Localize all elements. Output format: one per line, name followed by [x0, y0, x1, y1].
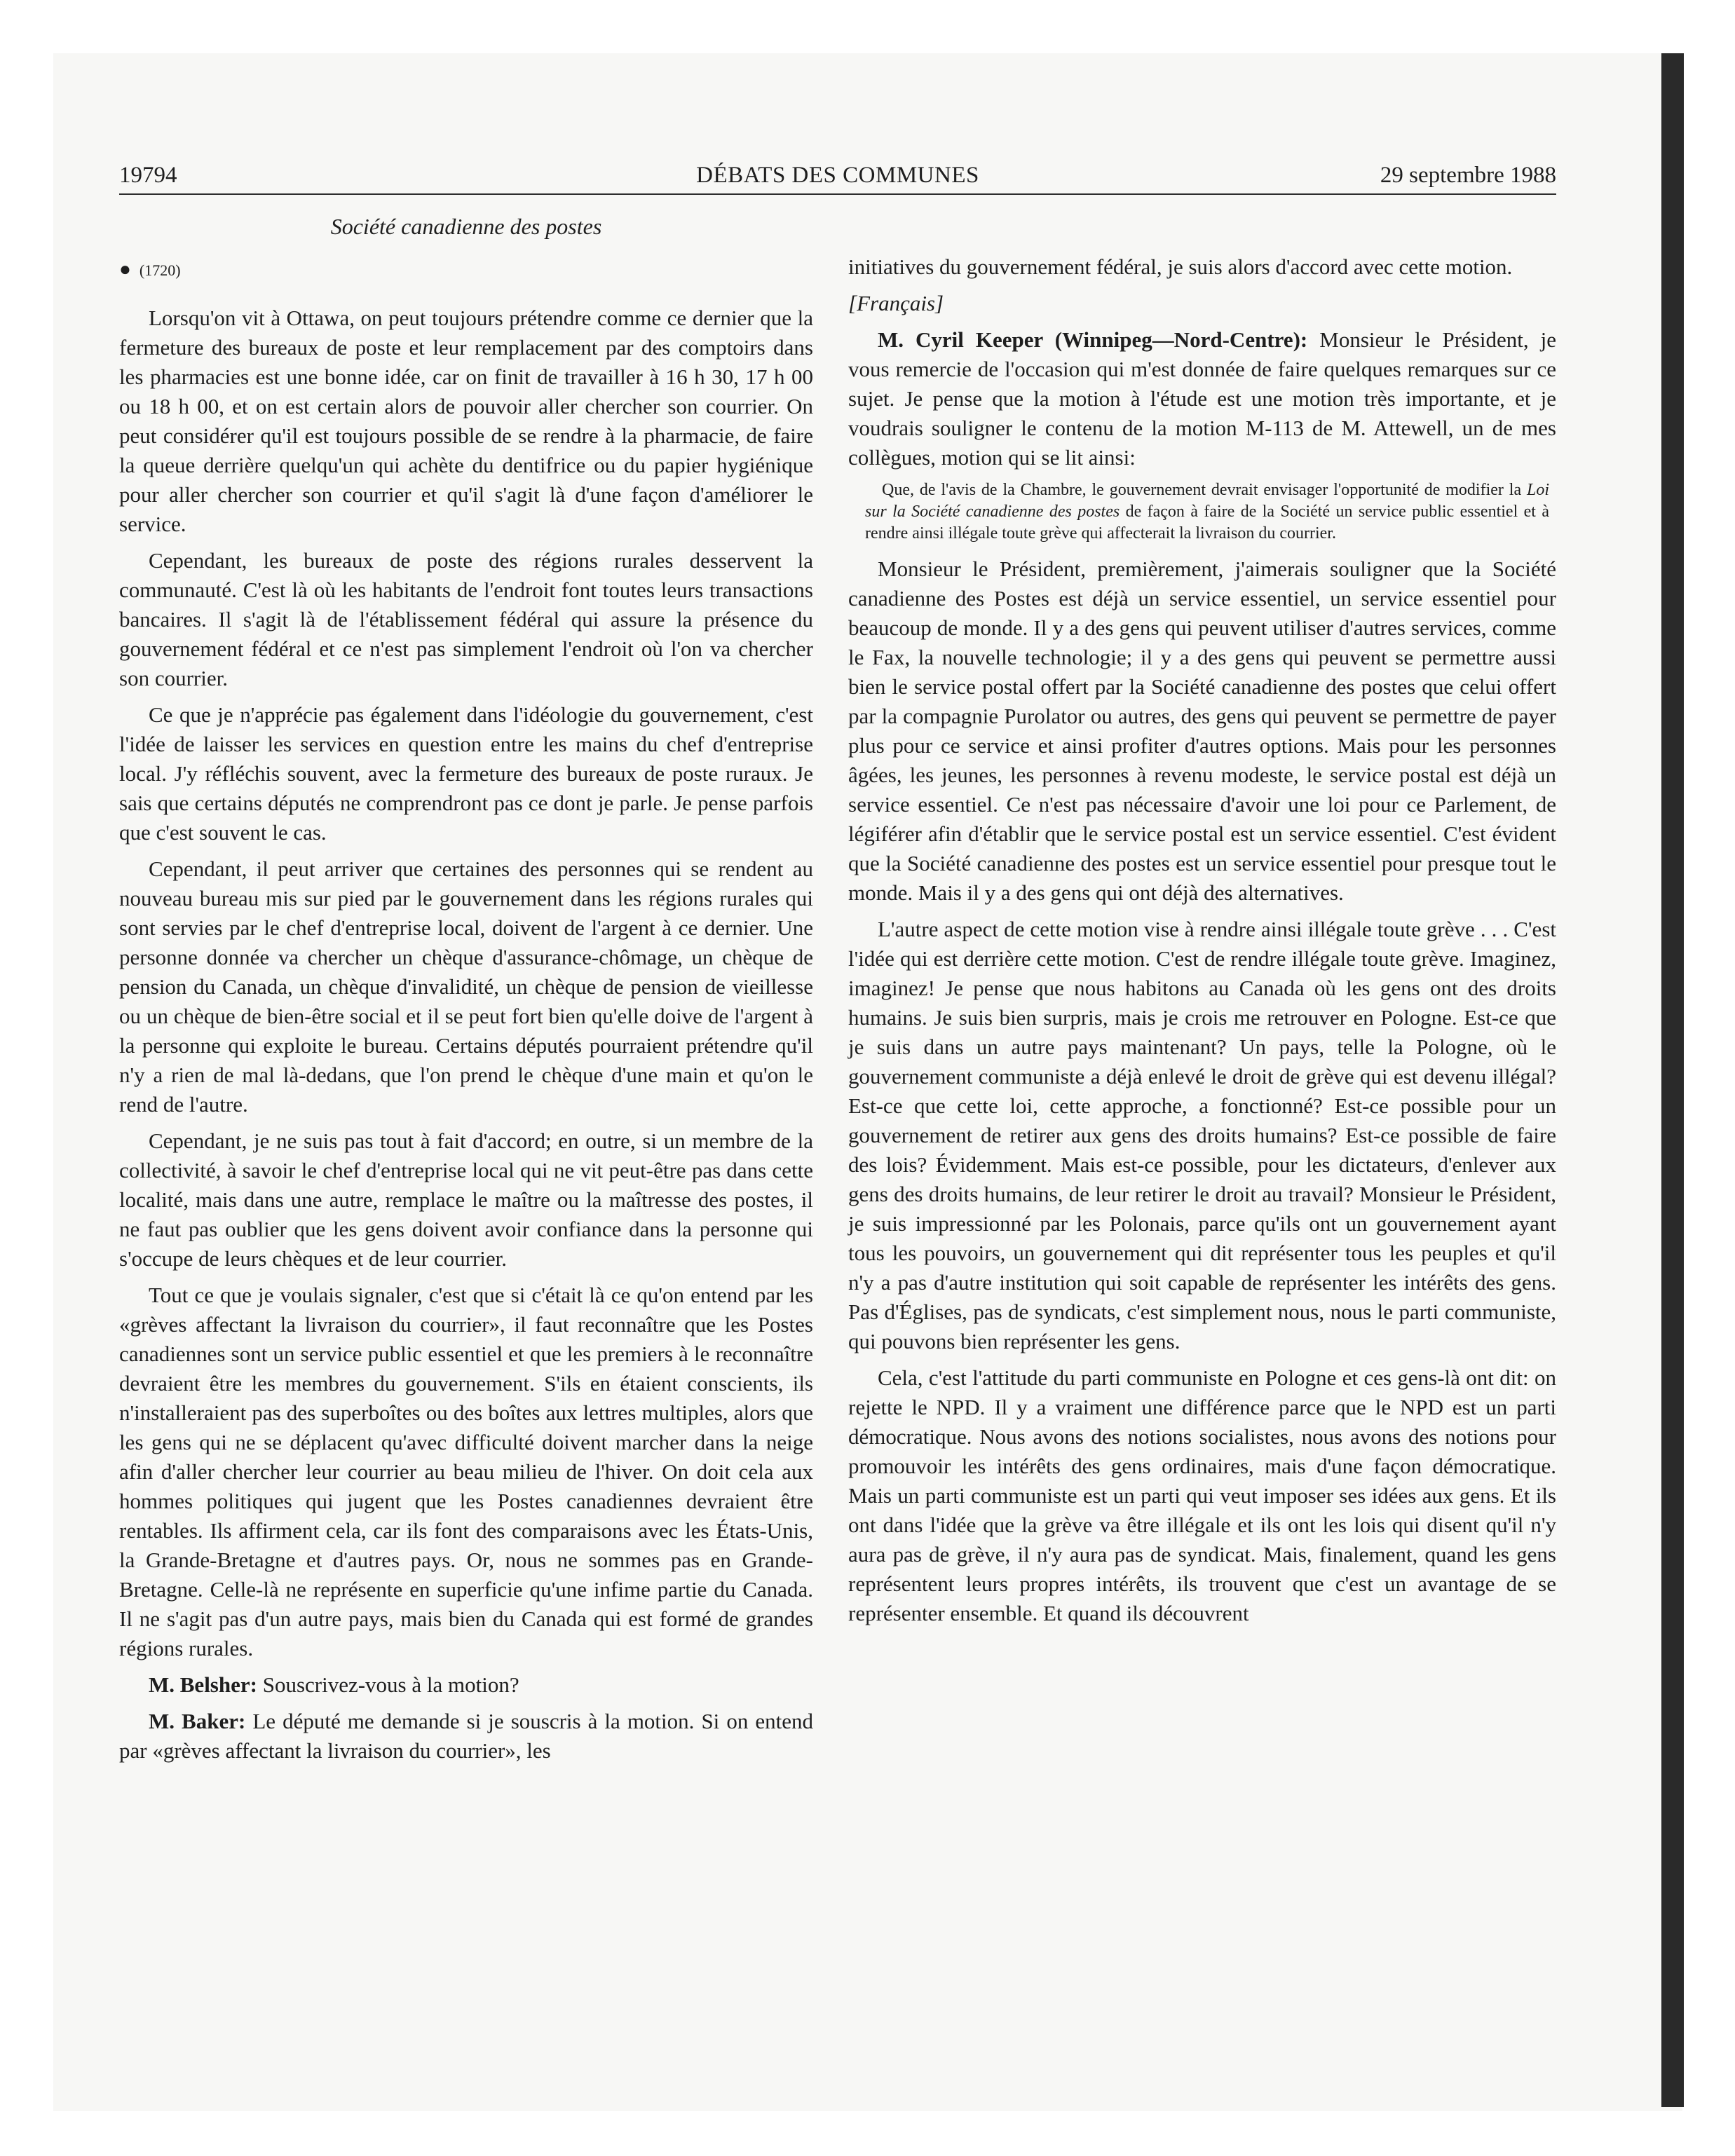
paragraph: Lorsqu'on vit à Ottawa, on peut toujours prétendre comme ce dernier que la fermeture des bureaux de poste et leur remplacement par des comptoirs dans les pharmacies est une bonne idée, car on finit de travailler à 16 h 30, 17 h 00 ou 18 h 00, et on est certain alors de pouvoir aller chercher son courrier. On peut considérer qu'il est toujours possible de se rendre à la pharmacie, de faire la queue derrière quelqu'un qui achète du dentifrice ou du papier hygiénique pour aller chercher son courrier et qu'il s'agit là d'une façon d'améliorer le service. [119, 306, 813, 536]
quote-text: de façon à faire de la Société un service public essentiel et à rendre ainsi illégale toute grève qui affecterait la livraison du courrier. [865, 503, 1549, 543]
section-title: Société canadienne des postes [330, 214, 602, 239]
language-marker: [Français] [848, 291, 944, 315]
page-number: 19794 [119, 163, 177, 188]
paragraph: L'autre aspect de cette motion vise à rendre ainsi illégale toute grève . . . C'est l'idée qui est derrière cette motion. C'est de rendre illégale toute grève. Imaginez, imaginez! Je pense que nous habitons au Canada où les gens ont des droits humains. Je suis bien surpris, mais je crois me retrouver en Pologne. Est-ce que je suis dans un autre pays maintenant? Un pays, telle la Pologne, où le gouvernement communiste a déjà enlevé le droit de grève qui est devenu illégal? Est-ce que cette loi, cette approche, a fonctionné? Est-ce possible pour un gouvernement de retirer aux gens des droits humains? Est-ce possible de faire des lois? Évidemment. Mais est-ce possible, pour les dictateurs, d'enlever aux gens des droits humains, de leur retirer le droit au travail? Monsieur le Président, je suis impressionné par les Polonais, parce qu'ils ont un gouvernement ayant tous les pouvoirs, un gouvernement qui dit représenter tous les peuples et qu'il n'y a pas d'autre institution qui soit capable de représenter les intérêts des gens. Pas d'Églises, pas de syndicats, c'est simplement nous, nous le parti communiste, qui pouvons bien représenter les gens. [848, 917, 1556, 1353]
page-header [119, 160, 1556, 195]
scan-edge-bar [1661, 53, 1684, 2107]
speaker-name: M. Belsher: [149, 1672, 257, 1697]
paragraph: Cela, c'est l'attitude du parti communiste en Pologne et ces gens-là ont dit: on rejette le NPD. Il y a vraiment une différence parce que le NPD est un parti démocratique. Nous avons des notions socialistes, nous avons des notions pour promouvoir les intérêts des gens ordinaires, mais d'une façon démocratique. Mais un parti communiste est un parti qui veut imposer ses idées aux gens. Et ils ont dans l'idée que la grève va être illégale et ils ont les lois qui disent qu'il n'y aura pas de grève, il n'y aura pas de syndicat. Mais, finalement, quand les gens représentent leurs propres intérêts, ils trouvent que c'est un avantage de se représenter ensemble. Et quand ils découvrent [848, 1365, 1556, 1625]
speaker-name: M. Baker: [149, 1709, 246, 1733]
paragraph: Monsieur le Président, premièrement, j'aimerais souligner que la Société canadienne des Postes est déjà un service essentiel, un service essentiel pour beaucoup de monde. Il y a des gens qui peuvent utiliser d'autres services, comme le Fax, la nouvelle technologie; il y a des gens qui peuvent se permettre aussi bien le service postal offert par la Société canadienne des postes que celui offert par la compagnie Purolator ou autres, des gens qui peuvent se permettre de payer plus pour ce service et ainsi profiter d'autres options. Mais pour les personnes âgées, les jeunes, les personnes à revenu modeste, le service postal est déjà un service essentiel. Ce n'est pas nécessaire d'avoir une loi pour ce Parlement, de légiférer afin d'établir que le service postal est un service essentiel. C'est évident que la Société canadienne des postes est un service essentiel pour presque tout le monde. Mais il y a des gens qui ont déjà des alternatives. [848, 557, 1556, 905]
issue-date: 29 septembre 1988 [1380, 163, 1556, 188]
quote-text: Que, de l'avis de la Chambre, le gouvernement devrait envisager l'opportunité de modifier la [882, 481, 1527, 499]
motion-quote [848, 479, 1556, 545]
speaker-name: M. Cyril Keeper (Winnipeg—Nord-Centre): [878, 327, 1308, 352]
header-rule [119, 193, 1556, 195]
speech-belsher [119, 1670, 813, 1700]
paragraph: Tout ce que je voulais signaler, c'est que si c'était là ce qu'on entend par les «grèves affectant la livraison du courrier», il faut reconnaître que les Postes canadiennes sont un service public essentiel et que les premiers à le reconnaître devraient être les membres du gouvernement. S'ils en étaient conscients, ils n'installeraient pas des superboîtes ou des boîtes aux lettres multiples, alors que les gens qui ne se déplacent qu'avec difficulté doivent marcher dans la neige afin d'aller chercher leur courrier au beau milieu de l'hiver. On doit cela aux hommes politiques qui jugent que les Postes canadiennes devraient être rentables. Ils affirment cela, car ils font des comparaisons avec les États-Unis, la Grande-Bretagne et d'autres pays. Or, nous ne sommes pas en Grande-Bretagne. Celle-là ne représente en superficie qu'une infime partie du Canada. Il ne s'agit pas d'un autre pays, mais bien du Canada qui est formé de grandes régions rurales. [119, 1283, 813, 1660]
paragraph: Cependant, les bureaux de poste des régions rurales desservent la communauté. C'est là où les habitants de l'endroit font toutes leurs transactions bancaires. Il s'agit là de l'établissement fédéral qui assure la présence du gouvernement fédéral et ce n'est pas simplement l'endroit où l'on va chercher son courrier. [119, 548, 813, 690]
speech-baker [119, 1707, 813, 1766]
time-marker [119, 255, 813, 285]
paragraph: Cependant, je ne suis pas tout à fait d'accord; en outre, si un membre de la collectivité, à savoir le chef d'entreprise local qui ne vit peut-être pas dans cette localité, mais dans une autre, remplace le maître ou la maîtresse des postes, il ne faut pas oublier que les gens doivent avoir confiance dans la personne qui s'occupe de leurs chèques et de leur courrier. [119, 1128, 813, 1271]
speech-keeper [848, 325, 1556, 472]
speech-text: Monsieur le Président, je vous remercie de l'occasion qui m'est donnée de faire quelques remarques sur ce sujet. Je pense que la motion à l'étude est une motion très importante, et je voudrais souligner le contenu de la motion M-113 de M. Attewell, un de mes collègues, motion qui se lit ainsi: [848, 327, 1556, 470]
speech-text: Souscrivez-vous à la motion? [257, 1672, 519, 1697]
quote-law-title: Loi sur la Société canadienne des postes [865, 481, 1549, 521]
publication-title: DÉBATS DES COMMUNES [696, 163, 979, 188]
bullet-icon: ● [119, 259, 131, 280]
paragraph: Cependant, il peut arriver que certaines des personnes qui se rendent au nouveau bureau mis sur pied par le gouvernement dans les régions rurales qui sont servies par le chef d'entreprise local, doivent de l'argent à ce dernier. Une personne donnée va chercher un chèque d'assurance-chômage, un chèque de pension du Canada, un chèque d'invalidité, un chèque de pension de vieillesse ou un chèque de bien-être social et il se peut fort bien qu'elle doive de l'argent à la personne qui exploite le bureau. Certains députés pourraient prétendre qu'il n'y a rien de mal là-dedans, que l'on prend le chèque d'une main et qu'on le rend de l'autre. [119, 857, 813, 1117]
right-column [848, 252, 1556, 1635]
time-marker-text: (1720) [139, 261, 181, 279]
speech-text: Le député me demande si je souscris à la motion. Si on entend par «grèves affectant la livraison du courrier», les [119, 1709, 813, 1763]
paragraph: Ce que je n'apprécie pas également dans l'idéologie du gouvernement, c'est l'idée de laisser les services en question entre les mains du chef d'entreprise local. J'y réfléchis souvent, avec la fermeture des bureaux de poste ruraux. Je sais que certains députés ne comprendront pas ce dont je parle. Je pense parfois que c'est souvent le cas. [119, 702, 813, 845]
left-column [119, 212, 813, 1773]
paragraph-continuation: initiatives du gouvernement fédéral, je suis alors d'accord avec cette motion. [848, 254, 1513, 279]
